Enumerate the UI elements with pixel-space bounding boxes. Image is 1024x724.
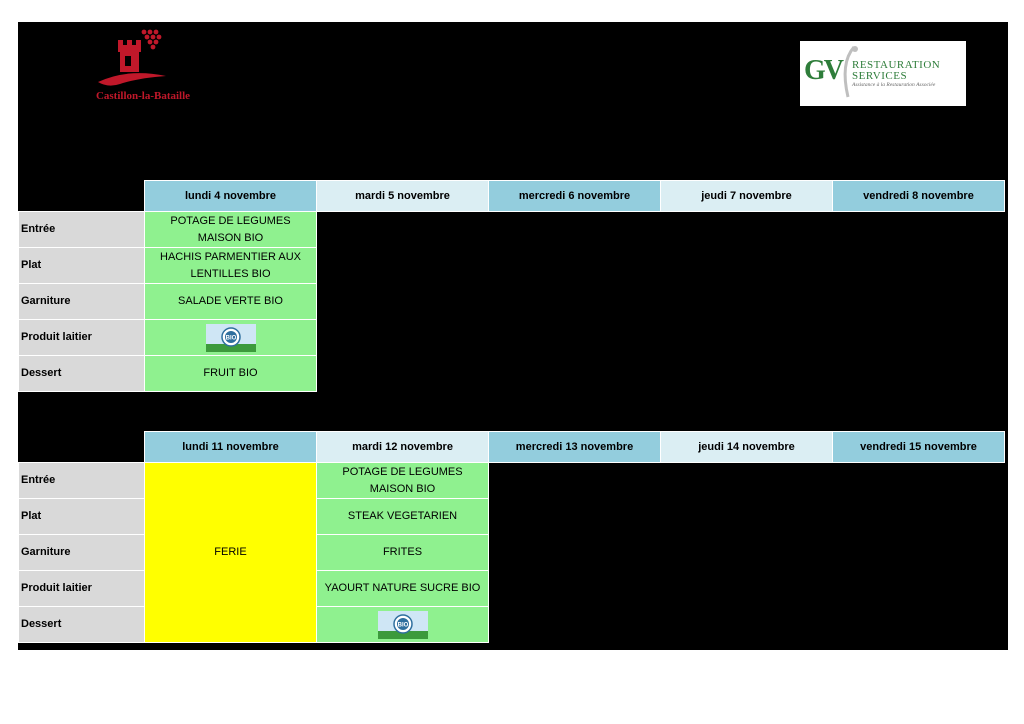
logo-line2: SERVICES [852,70,908,82]
day-header: mercredi 6 novembre [489,181,661,212]
menu-cell: FRITES [317,535,489,571]
table-row [19,248,1005,284]
row-label-produit-laitier: Produit laitier [19,571,145,607]
menu-cell: POTAGE DE LEGUMES MAISON BIO [145,212,317,248]
table-row [19,212,1005,248]
logo-tagline: Assistance à la Restauration Associée [852,82,936,88]
bio-label-icon [206,324,256,352]
menu-cell: HACHIS PARMENTIER AUX LENTILLES BIO [145,248,317,284]
table-row [19,284,1005,320]
row-label-garniture: Garniture [19,535,145,571]
row-label-plat: Plat [19,248,145,284]
menu-cell: STEAK VEGETARIEN [317,499,489,535]
day-header: jeudi 7 novembre [661,181,833,212]
day-header: jeudi 14 novembre [661,432,833,463]
menu-cell [317,607,489,643]
corner-cell [19,432,145,463]
row-label-entree: Entrée [19,212,145,248]
row-label-produit-laitier: Produit laitier [19,320,145,356]
bio-label-icon [378,611,428,639]
menu-cell [145,320,317,356]
menu-cell: POTAGE DE LEGUMES MAISON BIO [317,463,489,499]
castle-tower-icon [68,26,218,90]
table-row [19,463,1005,499]
town-name: Castillon-la-Bataille [95,90,191,102]
row-label-dessert: Dessert [19,607,145,643]
svg-text:BIO: BIO [397,622,408,628]
day-header: lundi 11 novembre [145,432,317,463]
castillon-logo [68,26,218,104]
menu-sheet [18,22,1008,650]
corner-cell [19,181,145,212]
logo-line1: RESTAURATION [852,59,941,71]
svg-text:BIO: BIO [225,335,236,341]
gv-restauration-logo [800,41,966,106]
menu-cell: FRUIT BIO [145,356,317,392]
day-header: vendredi 8 novembre [833,181,1005,212]
day-header: lundi 4 novembre [145,181,317,212]
day-header: mercredi 13 novembre [489,432,661,463]
day-header: vendredi 15 novembre [833,432,1005,463]
table-row [19,356,1005,392]
week2-menu-table [18,431,1005,643]
menu-cell: SALADE VERTE BIO [145,284,317,320]
menu-cell: YAOURT NATURE SUCRE BIO [317,571,489,607]
row-label-garniture: Garniture [19,284,145,320]
row-label-dessert: Dessert [19,356,145,392]
day-header: mardi 12 novembre [317,432,489,463]
table-row [19,320,1005,356]
week1-header-row [19,181,1005,212]
week1-menu-table [18,180,1005,392]
row-label-entree: Entrée [19,463,145,499]
row-label-plat: Plat [19,499,145,535]
week2-header-row [19,432,1005,463]
day-header: mardi 5 novembre [317,181,489,212]
gv-letters: GV [804,55,842,86]
holiday-cell: FERIE [145,463,317,643]
